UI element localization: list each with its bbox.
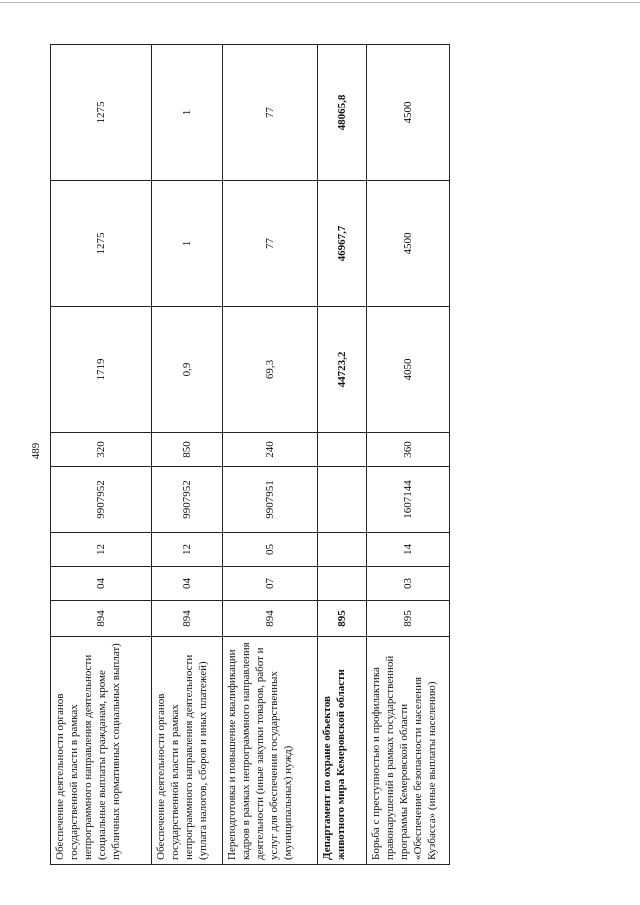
cell-description: Борьба с преступностью и профилактика правонарушений в рамках государственной программы Кемеровской области «Обеспечение безопасности населения Кузбасса» (иные выплаты населению): [367, 637, 450, 865]
cell-type: 320: [51, 433, 152, 467]
cell-sum2: 1275: [51, 181, 152, 307]
cell-sum1: 0,9: [152, 307, 222, 433]
cell-sum3: 4500: [367, 45, 450, 181]
cell-sum3: 48065,8: [317, 45, 367, 181]
table-row: [317, 45, 367, 865]
cell-description: Переподготовка и повышение квалификации кадров в рамках непрограммного направления деятельности (иные закупки товаров, работ и услуг для обеспечения государственных (муниципальных) нужд): [222, 637, 317, 865]
cell-section: 04: [51, 567, 152, 601]
cell-sum2: 4500: [367, 181, 450, 307]
cell-subsection: 05: [222, 533, 317, 567]
table-row: [152, 45, 222, 865]
cell-description: Обеспечение деятельности органов государственной власти в рамках непрограммного направления деятельности (уплата налогов, сборов и иных платежей): [152, 637, 222, 865]
cell-section: 03: [367, 567, 450, 601]
cell-sum1: 69,3: [222, 307, 317, 433]
cell-section: 07: [222, 567, 317, 601]
rotated-table-area: [50, 45, 450, 865]
cell-subsection: [317, 533, 367, 567]
cell-ministry: 894: [222, 601, 317, 637]
cell-ministry: 895: [317, 601, 367, 637]
cell-sum2: 46967,7: [317, 181, 367, 307]
cell-subsection: 12: [51, 533, 152, 567]
page-number: 489: [30, 442, 42, 460]
cell-type: 240: [222, 433, 317, 467]
cell-ministry: 894: [152, 601, 222, 637]
cell-sum2: 77: [222, 181, 317, 307]
table-wrapper: [50, 45, 450, 865]
table-row: [367, 45, 450, 865]
cell-sum3: 77: [222, 45, 317, 181]
cell-description: Обеспечение деятельности органов государственной власти в рамках непрограммного направления деятельности (социальные выплаты гражданам, кроме публичных нормативных социальных выплат): [51, 637, 152, 865]
cell-subsection: 12: [152, 533, 222, 567]
cell-section: [317, 567, 367, 601]
table-body: [51, 45, 450, 865]
cell-ministry: 894: [51, 601, 152, 637]
cell-sum3: 1275: [51, 45, 152, 181]
cell-sum1: 4050: [367, 307, 450, 433]
cell-sum1: 1719: [51, 307, 152, 433]
cell-sum3: 1: [152, 45, 222, 181]
top-rule: [0, 2, 640, 3]
cell-target: 9907952: [152, 467, 222, 533]
cell-target: [317, 467, 367, 533]
cell-target: 1607144: [367, 467, 450, 533]
cell-type: 360: [367, 433, 450, 467]
cell-type: [317, 433, 367, 467]
budget-table: [50, 44, 450, 865]
table-row: [51, 45, 152, 865]
cell-target: 9907951: [222, 467, 317, 533]
cell-sum1: 44723,2: [317, 307, 367, 433]
cell-description: Департамент по охране объектов животного мира Кемеровской области: [317, 637, 367, 865]
cell-section: 04: [152, 567, 222, 601]
cell-type: 850: [152, 433, 222, 467]
cell-ministry: 895: [367, 601, 450, 637]
cell-target: 9907952: [51, 467, 152, 533]
cell-sum2: 1: [152, 181, 222, 307]
table-row: [222, 45, 317, 865]
cell-subsection: 14: [367, 533, 450, 567]
